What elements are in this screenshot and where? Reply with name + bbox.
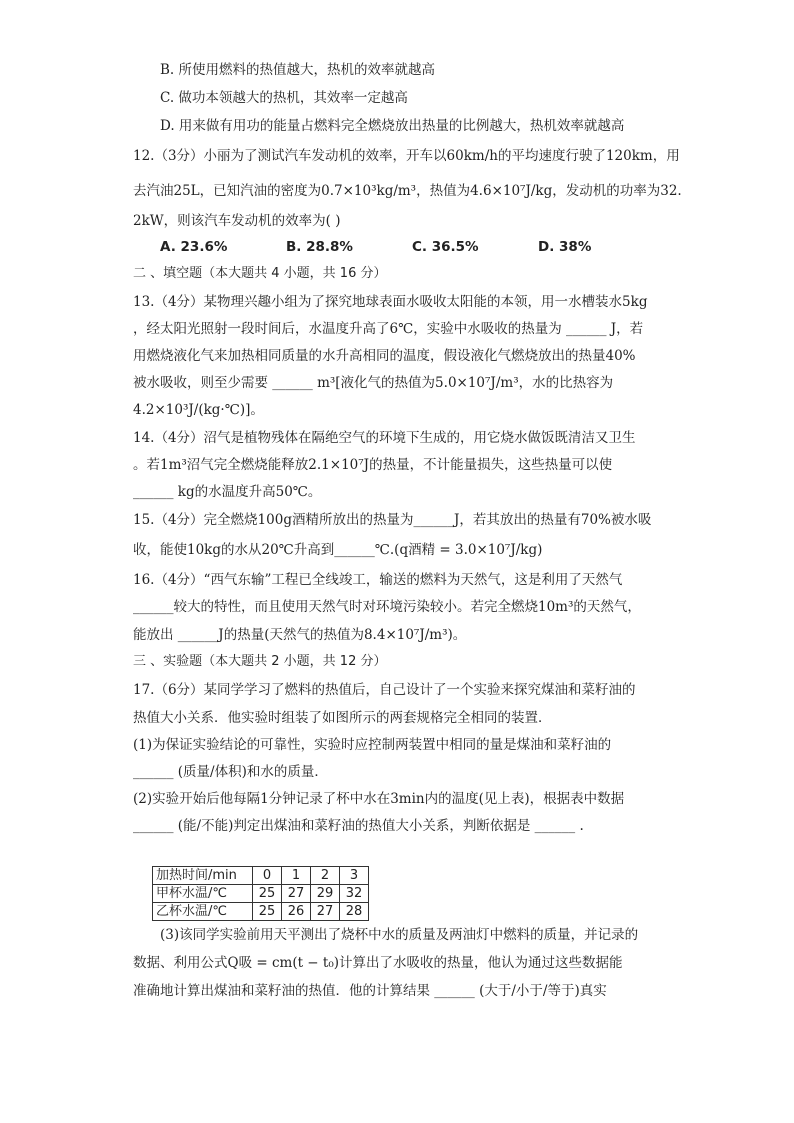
option-b: B. 所使用燃料的热值越大，热机的效率就越高 — [160, 62, 436, 78]
question-17-line-3: (1)为保证实验结论的可靠性，实验时应控制两装置中相同的量是煤油和菜籽油的 — [133, 737, 612, 753]
option-c: C. 做功本领越大的热机，其效率一定越高 — [160, 90, 408, 106]
question-13-line-5: 4.2×10³J/(kg·℃)]。 — [133, 402, 264, 418]
table-cell: 32 — [340, 885, 369, 903]
table-cell: 28 — [340, 903, 369, 921]
question-12-line-2: 去汽油25L，已知汽油的密度为0.7×10³kg/m³，热值为4.6×10⁷J/kg，发动机的功率为32. — [133, 183, 682, 199]
question-17-line-2: 热值大小关系．他实验时组装了如图所示的两套规格完全相同的装置． — [133, 710, 552, 726]
table-cell: 25 — [253, 885, 282, 903]
table-cell: 27 — [311, 903, 340, 921]
table-cell: 乙杯水温/℃ — [153, 903, 253, 921]
question-12-line-1: 12.（3分）小丽为了测试汽车发动机的效率，开车以60km/h的平均速度行驶了120km，用 — [133, 148, 680, 164]
question-13-line-2: ，经太阳光照射一段时间后，水温度升高了6℃，实验中水吸收的热量为 ______ J，若 — [133, 321, 644, 337]
table-cell: 26 — [282, 903, 311, 921]
question-17-line-4: ______ (质量/体积)和水的质量． — [133, 764, 328, 780]
question-15-line-1: 15.（4分）完全燃烧100g酒精所放出的热量为______J，若其放出的热量有70%被水吸 — [133, 512, 652, 528]
table-cell: 甲杯水温/℃ — [153, 885, 253, 903]
question-17-part3-line-3: 准确地计算出煤油和菜籽油的热值．他的计算结果 ______ (大于/小于/等于)真实 — [133, 983, 607, 999]
question-17-part3-line-1: (3)该同学实验前用天平测出了烧杯中水的质量及两油灯中燃料的质量，并记录的 — [160, 927, 639, 943]
question-16-line-1: 16.（4分）“西气东输”工程已全线竣工，输送的燃料为天然气，这是利用了天然气 — [133, 572, 623, 588]
choice-a: A. 23.6% — [160, 239, 228, 255]
question-16-line-2: ______较大的特性，而且使用天然气时对环境污染较小。若完全燃烧10m³的天然气， — [133, 599, 641, 615]
table-header-cell: 0 — [253, 867, 282, 885]
option-d: D. 用来做有用功的能量占燃料完全燃烧放出热量的比例越大，热机效率就越高 — [160, 118, 625, 134]
table-row — [153, 885, 369, 903]
table-header-cell: 1 — [282, 867, 311, 885]
question-16-line-3: 能放出 ______J的热量(天然气的热值为8.4×10⁷J/m³)。 — [133, 627, 467, 643]
table-header-cell: 加热时间/min — [153, 867, 253, 885]
table-cell: 27 — [282, 885, 311, 903]
table-cell: 25 — [253, 903, 282, 921]
table-header-cell: 2 — [311, 867, 340, 885]
question-14-line-2: 。若1m³沼气完全燃烧能释放2.1×10⁷J的热量，不计能量损失，这些热量可以使 — [133, 457, 613, 473]
question-14-line-3: ______ kg的水温度升高50℃。 — [133, 484, 322, 500]
question-17-line-5: (2)实验开始后他每隔1分钟记录了杯中水在3min内的温度(见上表)，根据表中数据 — [133, 791, 625, 807]
question-17-line-6: ______ (能/不能)判定出煤油和菜籽油的热值大小关系，判断依据是 ______ . — [133, 818, 584, 834]
section-fill-in-heading: 二 、填空题（本大题共 4 小题，共 16 分） — [133, 266, 387, 281]
table-header-row — [153, 867, 369, 885]
temperature-table — [152, 866, 369, 921]
choice-d: D. 38% — [538, 239, 592, 255]
choice-b: B. 28.8% — [286, 239, 353, 255]
question-12-line-3: 2kW，则该汽车发动机的效率为( ) — [133, 213, 341, 229]
question-13-line-3: 用燃烧液化气来加热相同质量的水升高相同的温度，假设液化气燃烧放出的热量40% — [133, 348, 636, 364]
question-17-line-1: 17.（6分）某同学学习了燃料的热值后，自己设计了一个实验来探究煤油和菜籽油的 — [133, 682, 636, 698]
table-cell: 29 — [311, 885, 340, 903]
question-15-line-2: 收，能使10kg的水从20℃升高到______℃.(q酒精 = 3.0×10⁷J/kg) — [133, 542, 543, 558]
table-header-cell: 3 — [340, 867, 369, 885]
question-14-line-1: 14.（4分）沼气是植物残体在隔绝空气的环境下生成的，用它烧水做饭既清洁又卫生 — [133, 430, 636, 446]
choice-c: C. 36.5% — [412, 239, 479, 255]
question-13-line-1: 13.（4分）某物理兴趣小组为了探究地球表面水吸收太阳能的本领，用一水槽装水5kg — [133, 294, 648, 310]
question-13-line-4: 被水吸收，则至少需要 ______ m³[液化气的热值为5.0×10⁷J/m³，水的比热容为 — [133, 375, 614, 391]
question-17-part3-line-2: 数据、利用公式Q吸 = cm(t − t₀)计算出了水吸收的热量，他认为通过这些数据能 — [133, 955, 623, 971]
section-experiment-heading: 三 、实验题（本大题共 2 小题，共 12 分） — [133, 654, 387, 669]
table-row — [153, 903, 369, 921]
